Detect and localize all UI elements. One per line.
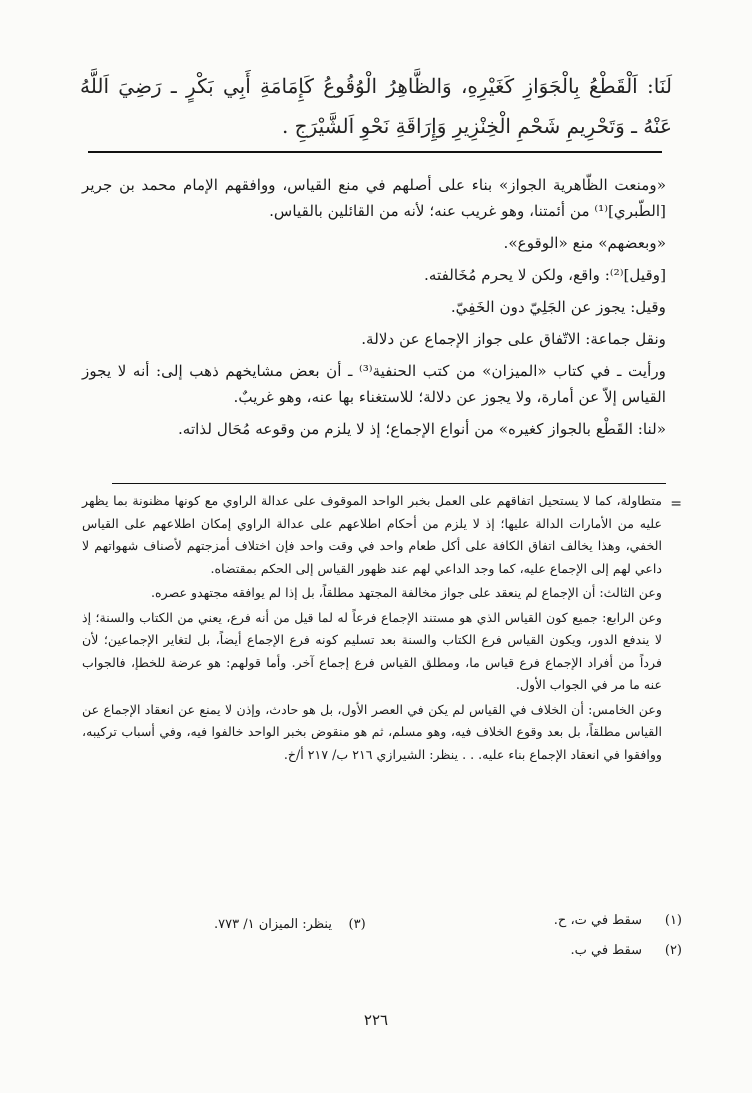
page-number: ٢٢٦ [363,1011,389,1029]
sharh-paragraph: ونقل جماعة: الاتّفاق على جواز الإجماع عن دلالة. [361,330,666,348]
footnote-number: (١) [664,913,682,928]
footnote-number: (٣) [348,917,366,932]
sharh-paragraph: «لنا: القَطْع بالجواز كغيره» من أنواع الإجماع؛ إذ لا يلزم من وقوعه مُحَال لذاته. [177,420,666,438]
continuation-mark: = [670,496,682,512]
footnote-divider [112,483,666,484]
matn-text: لَنَا: اَلْقَطْعُ بِالْجَوَازِ كَغَيْرِهِ، وَالظَّاهِرُ الْوُقُوعُ كَإِمَامَةِ أَبِي بَكْرٍ ـ رَضِيَ اَللَّهُ عَنْهُ ـ وَتَحْرِيمِ شَحْمِ الْخِنْزِيرِ وَإِرَاقَةِ نَحْوِ اَلشَّيْرَجِ . [80,74,672,138]
top-divider [88,151,662,153]
footnote-text: سقط في ب. [570,943,642,958]
footnote-1 [554,910,682,932]
footnote-text: سقط في ت، ح. [553,913,642,928]
sharh-paragraph: «وبعضهم» منع «الوقوع». [503,234,666,252]
sharh-paragraph: وقيل: يجوز عن الجَلِيّ دون الخَفِيّ. [450,298,666,316]
sharh-paragraph: ورأيت ـ في كتاب «الميزان» من كتب الحنفية⁽³⁾ ـ أن بعض مشايخهم ذهب إلى: أنه لا يجوز القياس إلاّ عن أمارة، ولا يجوز عن دلالة؛ للاستغناء بها عنه، وهو غريبٌ. [82,362,666,406]
hashiya-section [82,490,662,768]
footnote-number: (٢) [664,943,682,958]
footnote-2 [571,940,683,962]
footnote-3 [214,914,366,936]
hashiya-paragraph: وعن الثالث: أن الإجماع لم ينعقد على جواز مخالفة المجتهد مطلقاً، بل إذا لم يوافقه مجتهدو عصره. [151,585,662,600]
footnote-text: ينظر: الميزان ١/ ٧٧٣. [214,917,332,932]
sharh-paragraph: «ومنعت الظّاهرية الجواز» بناء على أصلهم في منع القياس، ووافقهم الإمام محمد بن جرير [الطّبري]⁽¹⁾ من أئمتنا، وهو غريب عنه؛ لأنه من القائلين بالقياس. [82,176,666,220]
hashiya-paragraph: وعن الخامس: أن الخلاف في القياس لم يكن في العصر الأول، بل هو حادث، وإذن لا يمنع عن انعقاد الإجماع عن القياس مطلقاً، بل بعد وقوع الخلاف فيه، وهو مسلم، ثم هو منقوض بخبر الواحد خالفوا فيه، وفي أسباب تركيبه، ووافقوا في انعقاد الإجماع بناء عليه. . . ينظر: الشيرازي ٢١٦ ب/ ٢١٧ أ/خ. [82,701,662,762]
hashiya-paragraph: وعن الرابع: جميع كون القياس الذي هو مستند الإجماع فرعاً له لما قيل من أنه فرع، يعني من الكتاب والسنة؛ إذ لا يندفع الدور، ويكون القياس فرع الكتاب والسنة بعد تسليم كونه فرع الإجماع أيضاً، بل لتغاير الإجماعين؛ لأن فرداً من أفراد الإجماع فرع قياس ما، ومطلق القياس فرع إجماع آخر. وأما قولهم: هو عرضة للخطإ، فالجواب عنه ما مر في الجواب الأول. [82,609,662,692]
sharh-paragraph: [وقيل]⁽²⁾: واقع، ولكن لا يحرم مُخَالفته. [424,266,666,284]
sharh-section [82,172,666,448]
hashiya-paragraph: متطاولة، كما لا يستحيل اتفاقهم على العمل بخبر الواحد الموقوف على عدالة الراوي مع كونها مظنونة بما يظهر عليه من الأمارات الدالة عليها؛ إذ لا يلزم من أحكام اطلاعهم على عدالة الراوي إمكان اطلاعهم على القياس الخفي، وهذا يخالف اتفاق الكافة على أكل طعام واحد في وقت واحد فإن اختلاف أمزجتهم لأصناف شهواتهم لا داعي لهم إلى الإجماع عليه، كما وجد الداعي لهم عند ظهور القياس إلى الحكم بمقتضاه. [82,493,662,576]
